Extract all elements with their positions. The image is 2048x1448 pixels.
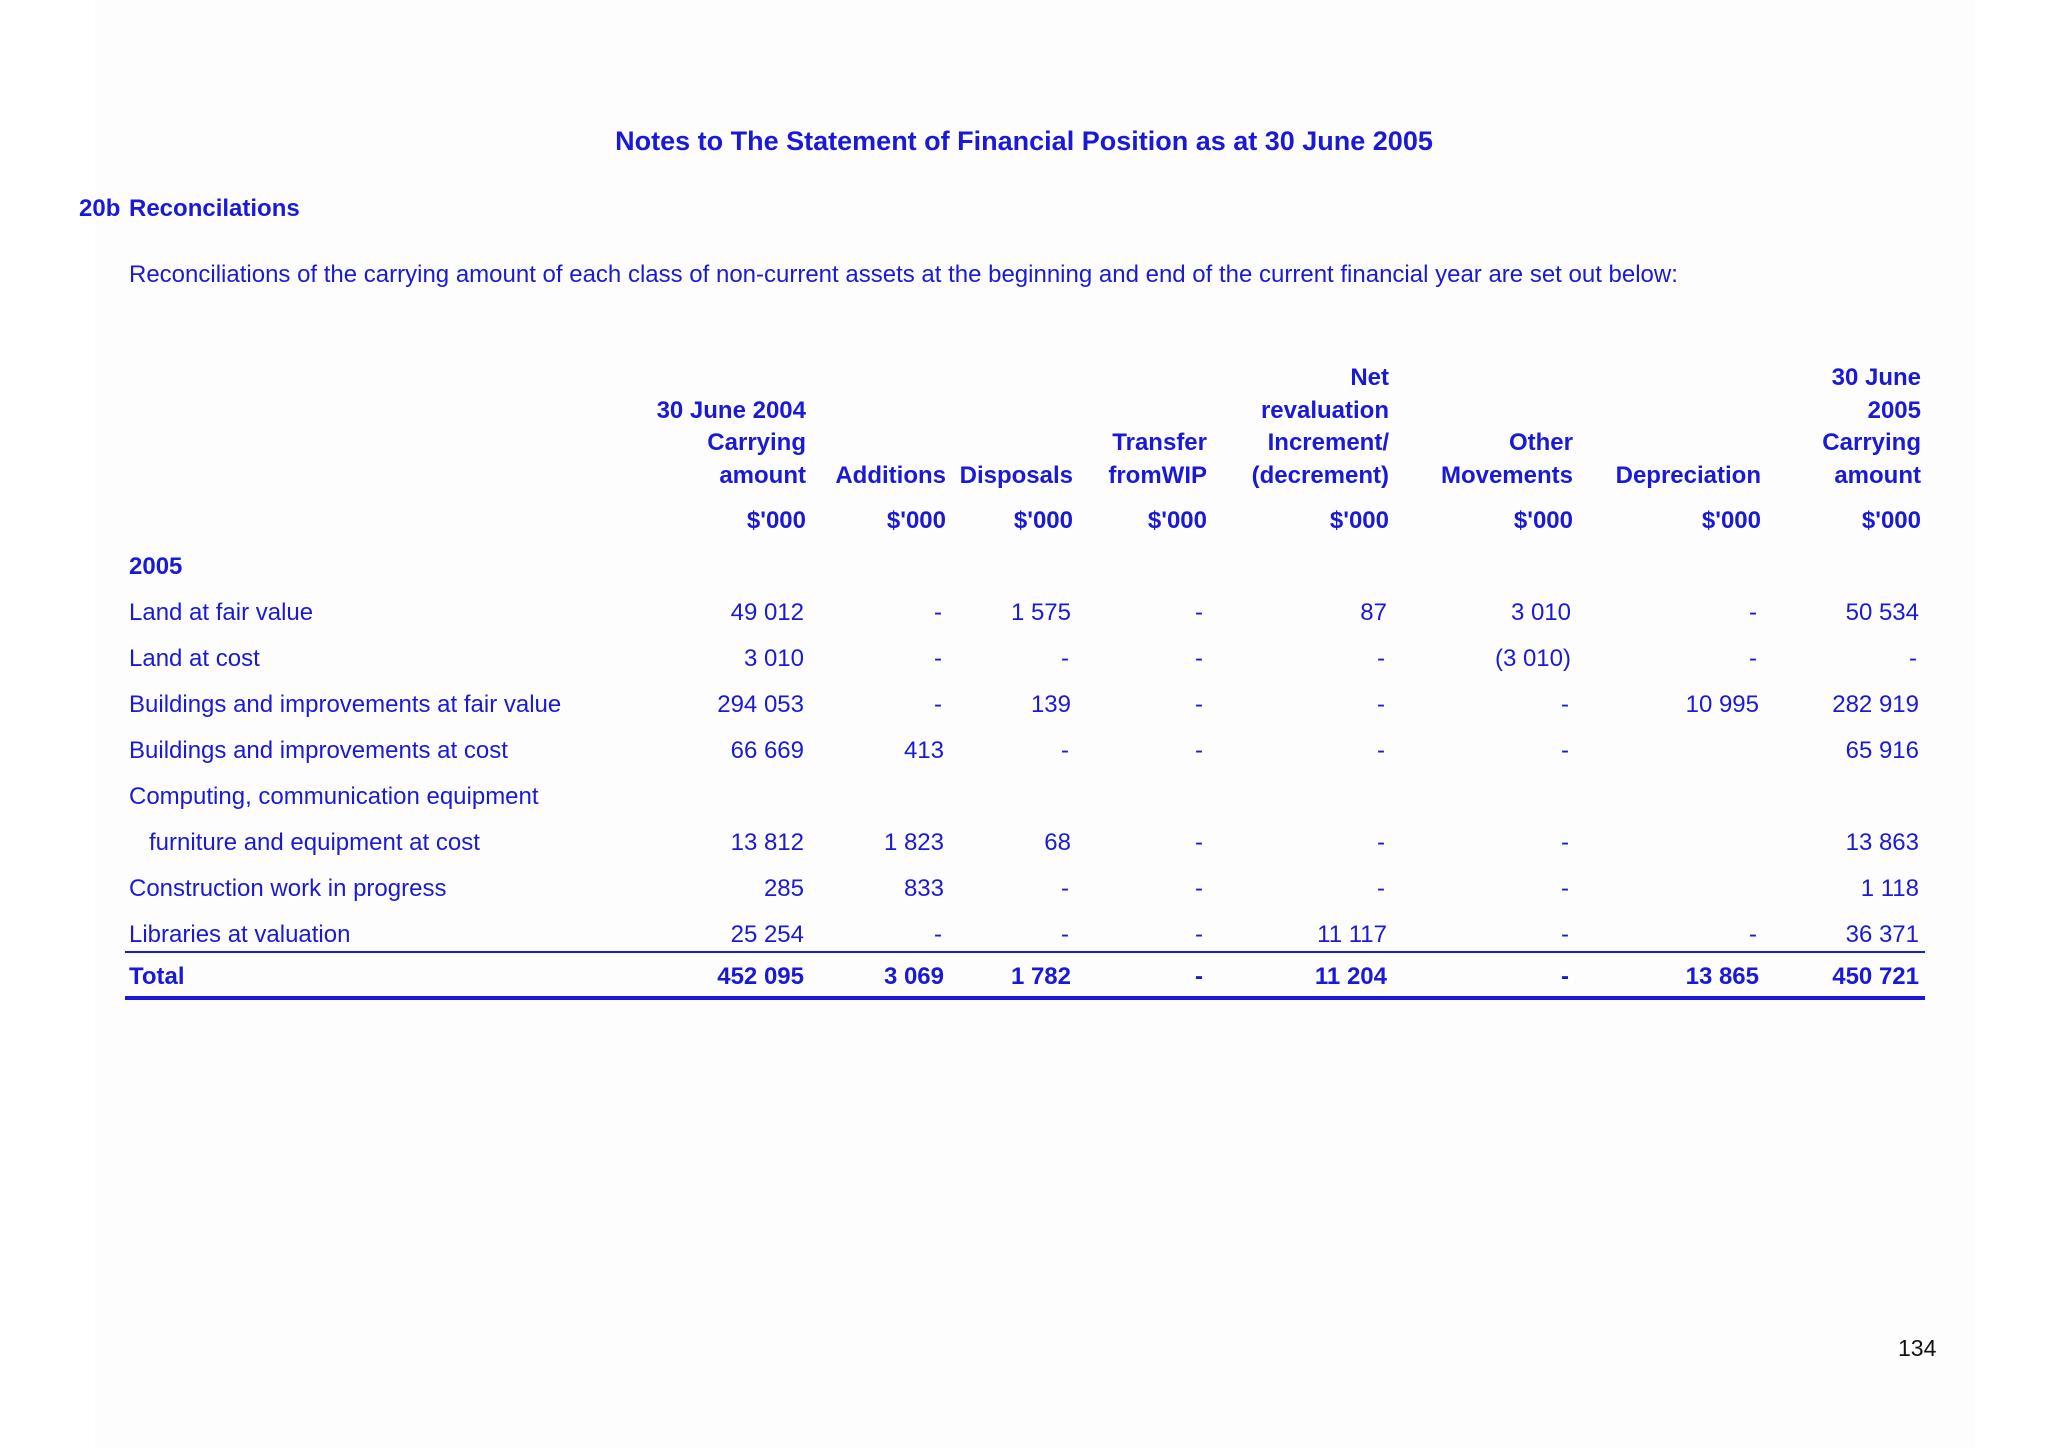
page (95, 0, 1975, 1448)
table-cell: 13 865 (1685, 963, 1759, 990)
row-label: Libraries at valuation (129, 921, 351, 948)
table-cell: - (1377, 875, 1385, 902)
column-header (1616, 460, 1761, 493)
column-header (1822, 362, 1921, 492)
total-top-rule (125, 951, 1925, 953)
table-row (0, 921, 2048, 951)
table-cell: - (1909, 645, 1917, 672)
table-cell: - (1061, 875, 1069, 902)
table-cell: 3 069 (883, 963, 944, 990)
column-header-line: fromWIP (1108, 461, 1207, 489)
table-cell: 452 095 (717, 963, 804, 990)
column-unit: $'000 (1147, 507, 1207, 534)
table-cell: - (934, 691, 942, 718)
table-cell: - (1749, 599, 1757, 626)
column-header-line: Carrying (707, 429, 806, 456)
table-cell: - (1195, 599, 1203, 626)
table-cell: - (1561, 737, 1569, 764)
column-unit: $'000 (1013, 507, 1073, 534)
table-cell: 3 010 (743, 645, 804, 672)
intro-text: Reconciliations of the carrying amount of each class of non-current assets at the beginning and end of the current financial year are set out below: (129, 261, 1678, 288)
page-title: Notes to The Statement of Financial Position as at 30 June 2005 (615, 126, 1433, 156)
column-header-line: amount (1834, 461, 1921, 489)
table-cell: 1 575 (1010, 599, 1071, 626)
table-cell: 450 721 (1832, 963, 1919, 990)
column-header-line: Disposals (959, 461, 1073, 489)
column-unit: $'000 (1861, 507, 1921, 534)
table-cell: 282 919 (1832, 691, 1919, 718)
table-cell: 294 053 (717, 691, 804, 718)
table-cell: - (1749, 921, 1757, 948)
table-cell: - (1061, 921, 1069, 948)
table-cell: - (1561, 691, 1569, 718)
column-unit: $'000 (746, 507, 806, 534)
column-header-line: Other (1508, 429, 1573, 456)
column-header-line: revaluation (1260, 396, 1389, 424)
table-row (0, 829, 2048, 859)
column-header-line: Increment/ (1267, 429, 1389, 456)
section-title: Reconcilations (129, 195, 300, 222)
table-cell: 1 118 (1860, 875, 1919, 902)
table-cell: 13 812 (730, 829, 804, 856)
table-cell: 50 534 (1845, 599, 1919, 626)
row-label: Land at cost (129, 645, 260, 672)
table-cell: 139 (1030, 691, 1071, 718)
table-cell: 25 254 (730, 921, 804, 948)
table-row (0, 737, 2048, 767)
table-cell: 65 916 (1845, 737, 1919, 764)
row-label: Land at fair value (129, 599, 314, 626)
column-header (1441, 427, 1573, 492)
table-cell: - (934, 645, 942, 672)
column-header-line: Transfer (1112, 429, 1207, 456)
table-cell: - (934, 921, 942, 948)
row-label: Buildings and improvements at cost (129, 737, 508, 764)
row-label: Buildings and improvements at fair value (129, 691, 562, 718)
table-cell: 285 (763, 875, 804, 902)
table-cell: 833 (903, 875, 944, 902)
table-cell: - (1195, 963, 1203, 990)
column-unit: $'000 (1329, 507, 1389, 534)
table-cell: 10 995 (1685, 691, 1759, 718)
table-cell: 66 669 (730, 737, 804, 764)
table-cell: 11 117 (1317, 921, 1387, 948)
table-cell: 3 010 (1510, 599, 1571, 626)
row-label: Total (129, 963, 185, 990)
table-row (0, 599, 2048, 629)
table-cell: - (1195, 737, 1203, 764)
table-cell: - (1195, 645, 1203, 672)
column-header-line: Net (1350, 364, 1389, 391)
table-cell: 68 (1044, 829, 1071, 856)
column-header-line: Movements (1440, 461, 1573, 489)
table-cell: - (1561, 921, 1569, 948)
table-row (0, 645, 2048, 675)
table-cell: 11 204 (1314, 963, 1387, 990)
table-row (0, 783, 2048, 813)
table-cell: - (1377, 691, 1385, 718)
row-label: Construction work in progress (129, 875, 447, 902)
column-header (1252, 362, 1389, 492)
table-cell: - (1195, 921, 1203, 948)
table-cell: (3 010) (1494, 645, 1571, 672)
column-header-line: Depreciation (1615, 461, 1761, 489)
column-unit: $'000 (1701, 507, 1761, 534)
table-cell: - (1377, 645, 1385, 672)
row-label: furniture and equipment at cost (149, 829, 480, 856)
column-header-line: 2005 (1867, 396, 1921, 424)
table-row (0, 691, 2048, 721)
table-cell: - (1561, 875, 1569, 902)
column-unit: $'000 (886, 507, 946, 534)
table-cell: - (1195, 691, 1203, 718)
table-cell: 36 371 (1845, 921, 1919, 948)
table-cell: - (1561, 963, 1569, 990)
table-cell: - (1377, 829, 1385, 856)
column-unit: $'000 (1513, 507, 1573, 534)
column-header-line: Carrying (1822, 429, 1921, 456)
table-cell: - (1061, 737, 1069, 764)
table-cell: - (1061, 645, 1069, 672)
column-header (1108, 427, 1207, 492)
row-label: Computing, communication equipment (129, 783, 539, 810)
column-header (835, 460, 946, 493)
table-cell: - (1195, 875, 1203, 902)
section-number: 20b (79, 195, 121, 222)
total-bottom-rule (125, 996, 1925, 1000)
table-cell: - (1561, 829, 1569, 856)
table-cell: 49 012 (730, 599, 804, 626)
column-header-line: Additions (835, 461, 946, 489)
table-cell: 413 (903, 737, 944, 764)
page-number: 134 (1898, 1335, 1937, 1361)
table-cell: - (1195, 829, 1203, 856)
table-cell: 13 863 (1845, 829, 1919, 856)
table-cell: - (1377, 737, 1385, 764)
table-cell: - (1749, 645, 1757, 672)
table-cell: 87 (1360, 599, 1387, 626)
column-header-line: 30 June 2004 (656, 396, 806, 424)
section-heading (79, 195, 300, 223)
total-row (0, 963, 2048, 993)
year-heading: 2005 (129, 553, 183, 580)
table-cell: 1 782 (1010, 963, 1071, 990)
table-cell: - (934, 599, 942, 626)
column-header (657, 395, 806, 493)
table-row (0, 875, 2048, 905)
column-header-line: amount (719, 461, 806, 489)
column-header (960, 460, 1073, 493)
column-header-line: (decrement) (1251, 461, 1389, 489)
table-cell: 1 823 (883, 829, 944, 856)
column-header-line: 30 June (1831, 364, 1921, 391)
